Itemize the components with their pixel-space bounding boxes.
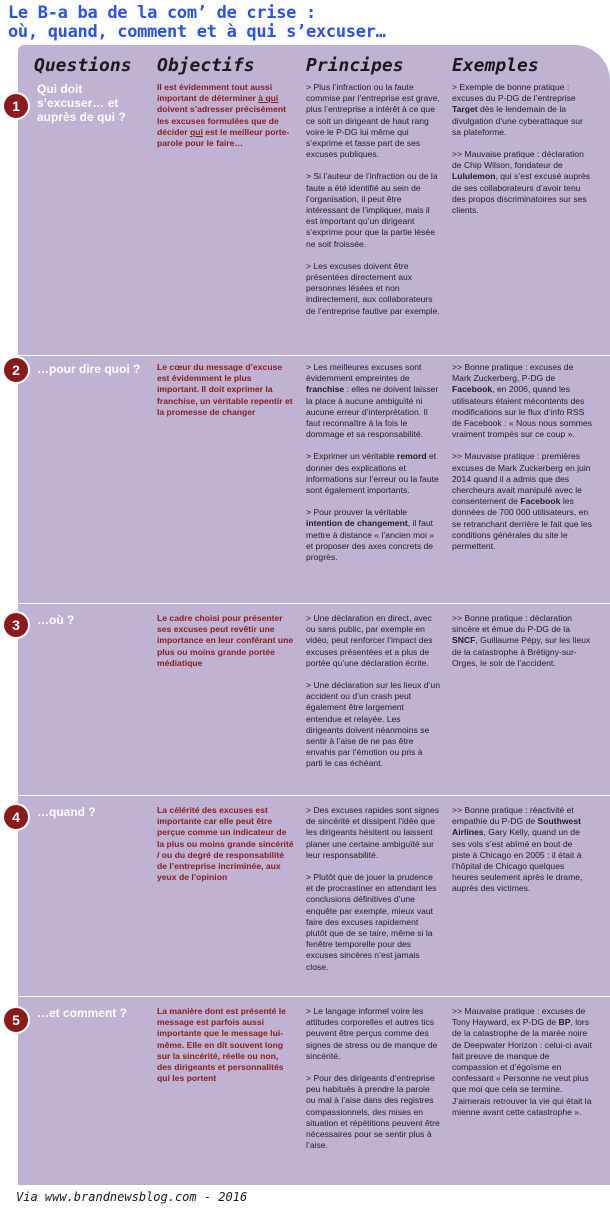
row-number-badge: 5 bbox=[2, 1006, 30, 1034]
row-number-badge: 4 bbox=[2, 803, 30, 831]
principe-item: > Plutôt que de jouer la prudence et de procrastiner en attendant les conclusions définitives d’une enquête par exemple, mieux vaut faire des excuses rapidement plutôt que de se taire, même si la fenêtre temporelle pour des excuses sincères n’est jamais close. bbox=[306, 872, 437, 972]
row-exemples bbox=[452, 613, 592, 680]
principe-item: > Le langage informel voire les attitudes corporelles et autres tics peuvent être perçus comme des signes de stress ou de manque de sincérité. bbox=[306, 1006, 438, 1061]
row-principes bbox=[306, 613, 440, 781]
objectif-underline: à qui bbox=[258, 93, 279, 104]
objectif-text: est le meilleur porte-parole pour le faire… bbox=[157, 126, 290, 149]
header-objectifs: Objectifs bbox=[157, 55, 255, 76]
row-divider bbox=[18, 355, 610, 356]
exemple-item: >> Mauvaise pratique : excuses de Tony Hayward, ex P-DG de BP, lors de la catastrophe de la marée noire de Deepwater Horizon : celui-ci avait fait preuve de manque de compassion et d’égoïsme en confessant « Personne ne veut plus que moi que cela se termine. J’aimerais retrouver la vie qui était la mienne avant cette catastrophe ». bbox=[452, 1006, 592, 1117]
principe-item: > Une déclaration sur les lieux d’un accident ou d’un crash peut également être largement entendue et relayée. Les dirigeants doivent néanmoins se sentir à l’aise de ne pas être envahis par l’émotion ou pris à parti le cas échéant. bbox=[306, 680, 440, 769]
principe-item: > Les meilleures excuses sont évidemment empreintes de franchise : elles ne doivent laisser la place à aucune ambiguïté ni aucune erreur d’interprétation. Il faut reconnaître à la fois le dommage et sa responsabilité. bbox=[306, 362, 439, 440]
exemple-item: >> Mauvaise pratique : premières excuses de Mark Zuckerberg en juin 2014 quand il a admis que des chercheurs avait manipulé avec le consentement de Facebook les données de 700 000 utilisateurs, en se retranchant derrière le fait que les conditions générales du site le permettent. bbox=[452, 451, 592, 552]
objectif-text: doivent s’adresser précisément les excuses formulées que de décider bbox=[157, 104, 286, 137]
principe-item: > Exprimer un véritable remord et donner des explications et informations sur l’erreur ou la faute sont également importants. bbox=[306, 451, 439, 496]
principe-item: > Pour prouver la véritable intention de changement, il faut mettre à distance « l’ancien moi » et proposer des axes concrets de progrès. bbox=[306, 507, 435, 563]
header-principes: Principes bbox=[306, 55, 404, 76]
principe-item: > Plus l’infraction ou la faute commise par l’entreprise est grave, plus l’entreprise a intérêt à ce que ce soit un dirigeant de haut rang voire le P-DG lui même qui s’exprime et fasse part de ses excuses publiques. bbox=[306, 82, 440, 160]
row-number-badge: 1 bbox=[2, 92, 30, 120]
row-question: Qui doit s’excuser… et auprès de qui ? bbox=[37, 82, 126, 124]
row-principes bbox=[306, 362, 440, 574]
row-divider bbox=[18, 603, 610, 604]
objectif-underline: qui bbox=[189, 126, 203, 137]
row-objectif: Le cœur du message d’excuse est évidemment le plus important. Il doit exprimer la franchise, un véritable repentir et la promesse de changer bbox=[157, 362, 293, 417]
principe-item: > Des excuses rapides sont signes de sincérité et dissipent l’idée que les dirigeants hésitent ou laissent planer une certaine ambiguïté sur leur responsabilité. bbox=[306, 805, 440, 860]
exemple-item: >> Bonne pratique : déclaration sincère et émue du P-DG de la SNCF, Guillaume Pépy, sur les lieux de la catastrophe à Brétigny-sur-Orges, le soir de l’accident. bbox=[452, 613, 591, 668]
row-number-badge: 3 bbox=[2, 611, 30, 639]
row-objectif: Le cadre choisi pour présenter ses excuses peut revêtir une importance en leur conférant une plus ou moins grande portée médiatique bbox=[157, 613, 294, 668]
row-principes bbox=[306, 1006, 440, 1162]
footer-credit: Via www.brandnewsblog.com - 2016 bbox=[16, 1190, 248, 1204]
principe-item: > Si l’auteur de l’infraction ou de la faute a été identifié au sein de l’organisation, il peut être intéressant de l’impliquer, mais il est important qu’un dirigeant s’exprime pour que la partie lésée ne soit froissée. bbox=[306, 171, 438, 249]
row-exemples bbox=[452, 1006, 592, 1129]
objectif-text: Il est évidemment tout aussi important de déterminer bbox=[157, 82, 273, 104]
exemple-item: >> Mauvaise pratique : déclaration de Chip Wilson, fondateur de Lululemon, qui s’est excusé auprès de ses collaborateurs d’avoir tenu des propos discriminatoires sur ses clients. bbox=[452, 149, 591, 216]
row-number-badge: 2 bbox=[2, 356, 30, 384]
exemple-item: >> Bonne pratique : réactivité et empathie du P-DG de Southwest Airlines, Gary Kelly, quand un de ses vols s’est abîmé en bout de piste à Chicago en 2005 : il était à l’hôpital de Chicago quelques heures seulement après le drame, auprès des victimes. bbox=[452, 805, 583, 894]
header-exemples: Exemples bbox=[452, 55, 539, 76]
row-principes bbox=[306, 82, 440, 328]
column-headers bbox=[0, 55, 610, 79]
row-objectif: La célérité des excuses est importante car elle peut être perçue comme un indicateur de la plus ou moins grande sincérité / ou du degré de responsabilité de l’entreprise incriminée, aux yeux de l’opinion bbox=[157, 805, 294, 883]
row-principes bbox=[306, 805, 440, 984]
exemple-item: >> Bonne pratique : excuses de Mark Zuckerberg, P-DG de Facebook, en 2006, quand les utilisateurs étaient mécontents des modifications sur le flux d’info RSS de Facebook : « Nous nous sommes vraiment trompés sur ce coup ». bbox=[452, 362, 592, 440]
row-question: …quand ? bbox=[37, 805, 96, 819]
title-line-1: Le B-a ba de la com’ de crise : bbox=[8, 3, 316, 23]
row-exemples bbox=[452, 805, 592, 906]
row-objectif bbox=[157, 82, 295, 149]
principe-item: > Une déclaration en direct, avec ou sans public, par exemple en vidéo, peut renforcer l’impact des excuses présentées et a plus de portée qu’une déclaration écrite. bbox=[306, 613, 433, 668]
principe-item: > Les excuses doivent être présentées directement aux personnes lésées et non indirectement, aux collaborateurs de l’entreprise fautive par exemple. bbox=[306, 260, 440, 316]
page-title bbox=[8, 4, 602, 42]
exemple-item: > Exemple de bonne pratique : excuses du P-DG de l’entreprise Target dès le lendemain de la divulgation d’une cyberattaque sur sa plateforme. bbox=[452, 82, 583, 137]
title-line-2: où, quand, comment et à qui s’excuser… bbox=[8, 22, 386, 42]
row-divider bbox=[18, 795, 610, 796]
row-question: …et comment ? bbox=[37, 1006, 128, 1020]
row-divider bbox=[18, 996, 610, 997]
header-questions: Questions bbox=[34, 55, 132, 76]
row-exemples bbox=[452, 362, 592, 563]
row-question: …pour dire quoi ? bbox=[37, 362, 141, 376]
row-exemples bbox=[452, 82, 592, 227]
row-objectif: La manière dont est présenté le message est parfois aussi importante que le message lui-même. Elle en dit souvent long sur la sincérité, réelle ou non, des dirigeants et personnalités qui les portent bbox=[157, 1006, 286, 1084]
principe-item: > Pour des dirigeants d’entreprise peu habitués à prendre la parole ou mal à l’aise dans des registres compassionnels, des mises en situation et répétitions peuvent être nécessaires pour se sentir plus à l’aise. bbox=[306, 1073, 440, 1151]
row-question: …où ? bbox=[37, 613, 75, 627]
